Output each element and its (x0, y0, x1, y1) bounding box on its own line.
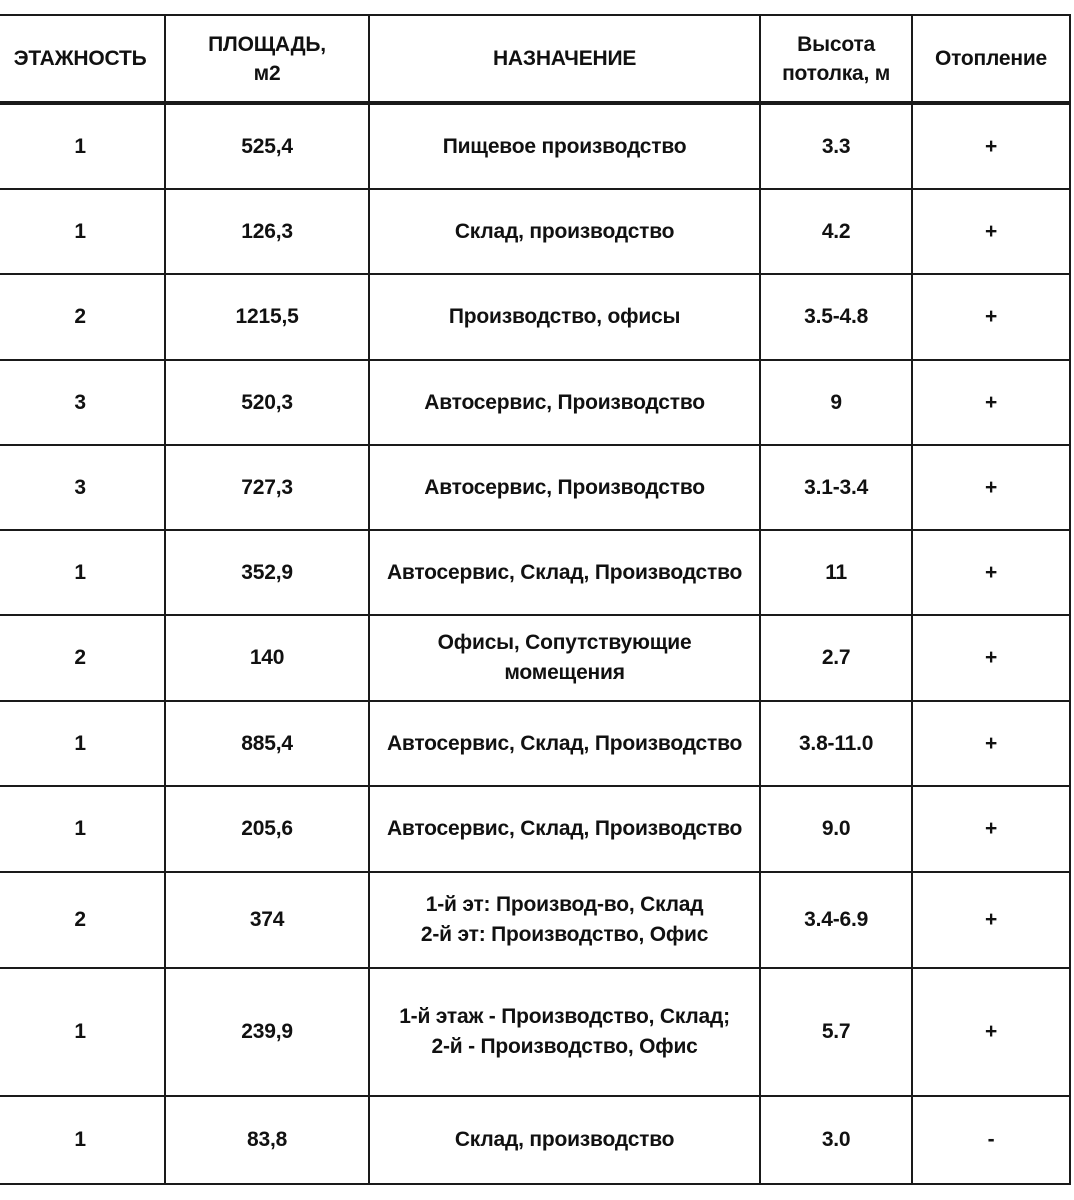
table-row (0, 360, 1070, 445)
cell-purpose: Автосервис, Склад, Производство (369, 786, 760, 872)
cell-floors: 1 (0, 786, 165, 872)
cell-ceiling-height: 9 (760, 360, 912, 445)
cell-heating: + (912, 189, 1070, 274)
cell-floors: 1 (0, 701, 165, 786)
cell-heating: + (912, 872, 1070, 968)
cell-area: 1215,5 (165, 274, 369, 360)
cell-floors: 3 (0, 445, 165, 530)
table-row (0, 615, 1070, 701)
cell-heating: + (912, 445, 1070, 530)
cell-area: 727,3 (165, 445, 369, 530)
cell-floors: 2 (0, 274, 165, 360)
cell-floors: 1 (0, 103, 165, 189)
cell-heating: + (912, 701, 1070, 786)
cell-purpose: Автосервис, Склад, Производство (369, 530, 760, 615)
header-purpose: НАЗНАЧЕНИЕ (369, 15, 760, 103)
cell-purpose: 1-й эт: Производ-во, Склад 2-й эт: Производство, Офис (369, 872, 760, 968)
cell-purpose: Автосервис, Склад, Производство (369, 701, 760, 786)
cell-area: 885,4 (165, 701, 369, 786)
cell-purpose: Автосервис, Производство (369, 445, 760, 530)
table-body (0, 103, 1070, 1184)
cell-area: 520,3 (165, 360, 369, 445)
cell-ceiling-height: 2.7 (760, 615, 912, 701)
cell-heating: + (912, 786, 1070, 872)
cell-purpose: Офисы, Сопутствующие момещения (369, 615, 760, 701)
cell-ceiling-height: 9.0 (760, 786, 912, 872)
table-row (0, 701, 1070, 786)
cell-ceiling-height: 3.8-11.0 (760, 701, 912, 786)
cell-floors: 1 (0, 530, 165, 615)
cell-area: 352,9 (165, 530, 369, 615)
cell-heating: - (912, 1096, 1070, 1184)
header-row (0, 15, 1070, 103)
header-floors: ЭТАЖНОСТЬ (0, 15, 165, 103)
cell-floors: 1 (0, 1096, 165, 1184)
cell-floors: 2 (0, 872, 165, 968)
table-row (0, 274, 1070, 360)
premises-table (0, 14, 1071, 1185)
header-area: ПЛОЩАДЬ, м2 (165, 15, 369, 103)
cell-heating: + (912, 103, 1070, 189)
cell-ceiling-height: 3.1-3.4 (760, 445, 912, 530)
cell-floors: 3 (0, 360, 165, 445)
table-header (0, 15, 1070, 103)
cell-purpose: Производство, офисы (369, 274, 760, 360)
cell-purpose: 1-й этаж - Производство, Склад; 2-й - Производство, Офис (369, 968, 760, 1096)
cell-area: 205,6 (165, 786, 369, 872)
cell-area: 140 (165, 615, 369, 701)
cell-ceiling-height: 11 (760, 530, 912, 615)
cell-heating: + (912, 615, 1070, 701)
cell-heating: + (912, 968, 1070, 1096)
cell-ceiling-height: 3.0 (760, 1096, 912, 1184)
table-row (0, 530, 1070, 615)
cell-ceiling-height: 4.2 (760, 189, 912, 274)
cell-ceiling-height: 3.4-6.9 (760, 872, 912, 968)
header-ceiling-height: Высота потолка, м (760, 15, 912, 103)
cell-purpose: Склад, производство (369, 1096, 760, 1184)
table-row (0, 786, 1070, 872)
table-row (0, 189, 1070, 274)
cell-area: 83,8 (165, 1096, 369, 1184)
cell-heating: + (912, 274, 1070, 360)
table-row (0, 445, 1070, 530)
table-row (0, 103, 1070, 189)
header-heating: Отопление (912, 15, 1070, 103)
cell-ceiling-height: 3.5-4.8 (760, 274, 912, 360)
cell-purpose: Склад, производство (369, 189, 760, 274)
cell-area: 374 (165, 872, 369, 968)
cell-floors: 1 (0, 189, 165, 274)
cell-area: 126,3 (165, 189, 369, 274)
cell-heating: + (912, 360, 1070, 445)
cell-floors: 2 (0, 615, 165, 701)
cell-floors: 1 (0, 968, 165, 1096)
cell-area: 525,4 (165, 103, 369, 189)
table-row (0, 968, 1070, 1096)
cell-area: 239,9 (165, 968, 369, 1096)
cell-heating: + (912, 530, 1070, 615)
table-row (0, 1096, 1070, 1184)
cell-purpose: Пищевое производство (369, 103, 760, 189)
cell-ceiling-height: 3.3 (760, 103, 912, 189)
cell-ceiling-height: 5.7 (760, 968, 912, 1096)
table-row (0, 872, 1070, 968)
cell-purpose: Автосервис, Производство (369, 360, 760, 445)
